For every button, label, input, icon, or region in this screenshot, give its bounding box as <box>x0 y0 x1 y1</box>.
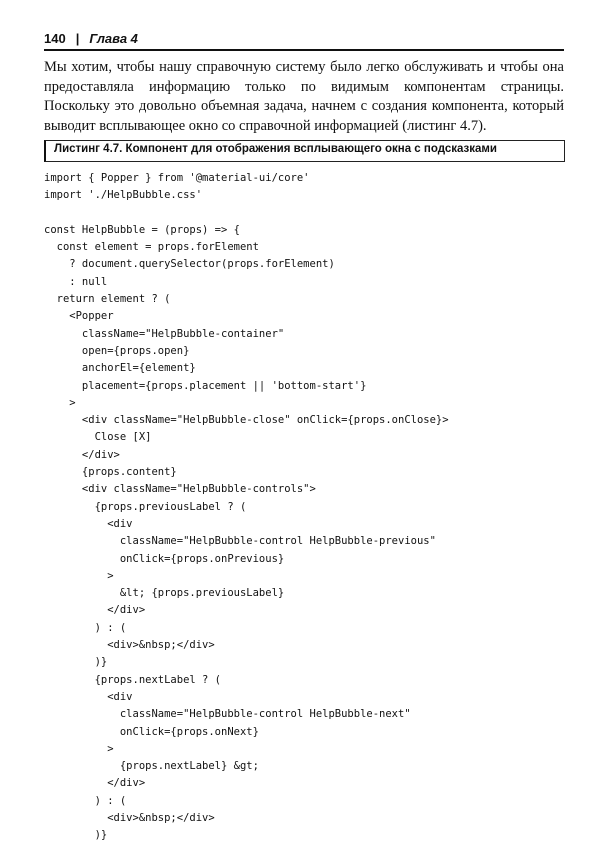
code-line: > <box>44 742 114 755</box>
code-line: anchorEl={element} <box>44 362 196 375</box>
code-line: const element = props.forElement <box>44 241 259 254</box>
code-line: {props.nextLabel} &gt; <box>44 760 259 773</box>
listing-title: Листинг 4.7. Компонент для отображения всплывающего окна с подсказками <box>54 143 497 155</box>
listing-caption-box <box>44 140 565 162</box>
code-line: className="HelpBubble-container" <box>44 327 285 340</box>
code-line: className="HelpBubble-control HelpBubble-previous" <box>44 535 436 548</box>
code-line: <div>&nbsp;</div> <box>44 811 215 824</box>
code-line: <div className="HelpBubble-close" onClick={props.onClose}> <box>44 414 449 427</box>
code-line: return element ? ( <box>44 293 171 306</box>
intro-paragraph: Мы хотим, чтобы нашу справочную систему было легко обслуживать и чтобы она предоставляла информацию только по видимым компонентам страницы. Поскольку это довольно объемная задача, начнем с создания компонента, который выводит всплывающее окно со справочной информацией (листинг 4.7). <box>44 59 564 134</box>
code-line: placement={props.placement || 'bottom-start'} <box>44 379 367 392</box>
code-line: > <box>44 396 76 409</box>
code-line: <Popper <box>44 310 114 323</box>
code-line: {props.content} <box>44 466 177 479</box>
page-header <box>44 28 564 48</box>
code-line: ? document.querySelector(props.forElement) <box>44 258 335 271</box>
code-line <box>44 205 564 222</box>
code-line: className="HelpBubble-control HelpBubble-next" <box>44 708 411 721</box>
intro-text <box>44 58 564 136</box>
code-line: > <box>44 569 114 582</box>
code-line: )} <box>44 656 108 669</box>
code-line: const HelpBubble = (props) => { <box>44 223 240 236</box>
header-separator: | <box>75 30 80 46</box>
code-line: <div className="HelpBubble-controls"> <box>44 483 316 496</box>
code-line: {props.nextLabel ? ( <box>44 673 222 686</box>
code-listing <box>44 170 564 845</box>
code-line: onClick={props.onPrevious} <box>44 552 285 565</box>
header-rule <box>44 49 564 51</box>
code-line: Close [X] <box>44 431 152 444</box>
code-line: <div <box>44 517 133 530</box>
code-line: ) : ( <box>44 621 127 634</box>
code-line: import { Popper } from '@material-ui/core' <box>44 172 310 184</box>
code-line: </div> <box>44 448 120 461</box>
page-number: 140 <box>44 30 66 46</box>
code-line: <div <box>44 690 133 703</box>
code-line: ) : ( <box>44 794 127 807</box>
code-line: open={props.open} <box>44 344 190 357</box>
code-line: : null <box>44 275 108 288</box>
code-line: {props.previousLabel ? ( <box>44 500 247 513</box>
code-line: </div> <box>44 604 146 617</box>
chapter-title: Глава 4 <box>89 30 138 46</box>
code-line: )} <box>44 829 108 842</box>
code-line: <div>&nbsp;</div> <box>44 639 215 652</box>
code-line: import './HelpBubble.css' <box>44 189 203 202</box>
code-line: onClick={props.onNext} <box>44 725 259 738</box>
code-line: </div> <box>44 777 146 790</box>
code-line: &lt; {props.previousLabel} <box>44 587 285 600</box>
